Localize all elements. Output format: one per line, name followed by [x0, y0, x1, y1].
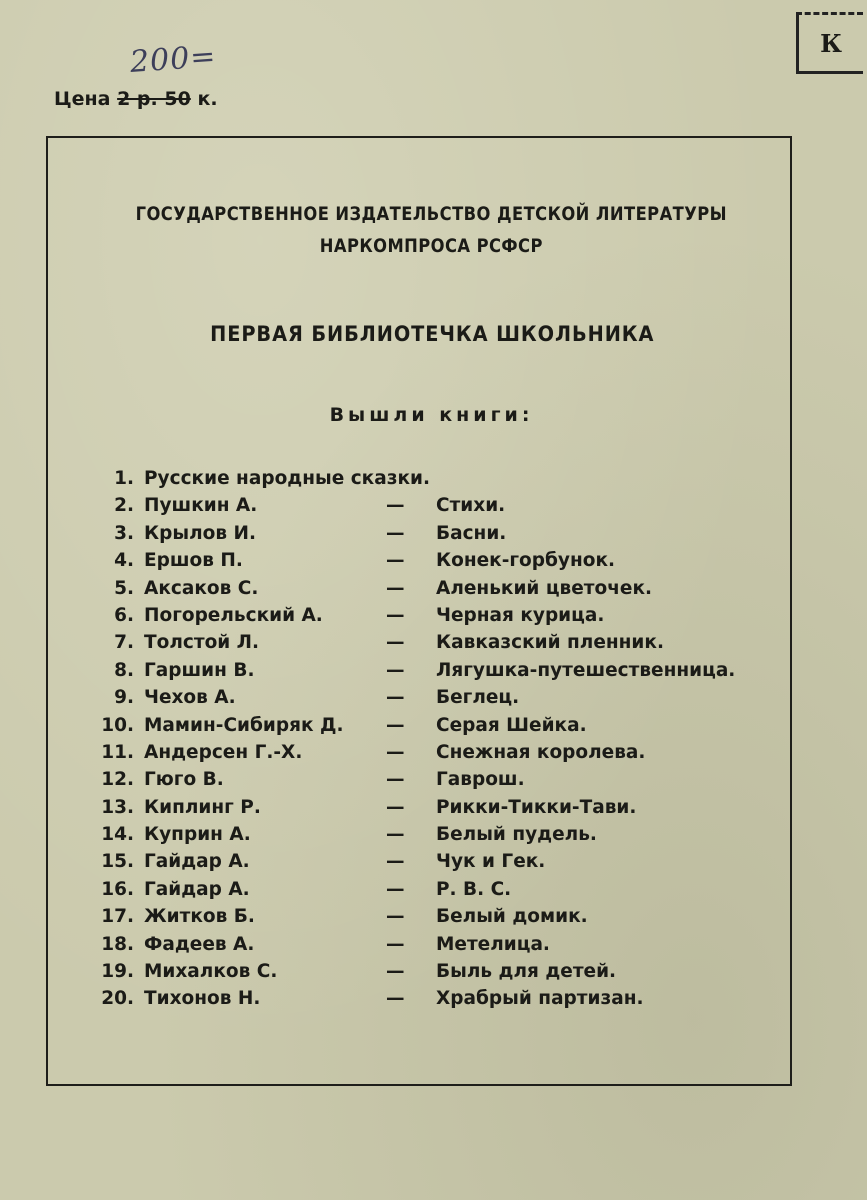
book-title: Чук и Гек.	[436, 851, 546, 873]
book-title: Басни.	[436, 522, 507, 544]
book-author: Михалков С.	[144, 961, 278, 983]
book-list-item	[100, 657, 780, 684]
book-dash: —	[386, 796, 405, 818]
book-number: 19.	[101, 961, 134, 983]
book-list-item	[100, 985, 780, 1012]
book-title: Белый домик.	[436, 906, 588, 928]
book-number: 4.	[114, 550, 134, 572]
book-title: Конек-горбунок.	[436, 550, 616, 572]
book-list-item	[100, 958, 780, 985]
book-dash: —	[386, 604, 405, 626]
book-author: Андерсен Г.-Х.	[144, 741, 303, 763]
book-author: Погорельский А.	[144, 604, 323, 626]
book-list-item	[100, 629, 780, 656]
book-dash: —	[386, 878, 405, 900]
library-stamp-letter: К	[820, 28, 842, 58]
price-unit: к.	[197, 88, 218, 110]
book-number: 1.	[114, 468, 134, 489]
book-title: Гаврош.	[436, 769, 525, 791]
series-title: ПЕРВАЯ БИБЛИОТЕЧКА ШКОЛЬНИКА	[210, 322, 655, 346]
book-author: Мамин-Сибиряк Д.	[144, 714, 344, 736]
book-list-item	[100, 903, 780, 930]
book-number: 3.	[114, 522, 134, 544]
book-list-item	[100, 492, 780, 519]
book-author: Пушкин А.	[144, 495, 258, 517]
book-dash: —	[386, 632, 405, 654]
book-author: Толстой Л.	[144, 632, 260, 654]
book-list-item	[100, 848, 780, 875]
book-dash: —	[386, 741, 405, 763]
book-list-item	[100, 876, 780, 903]
book-dash: —	[386, 550, 405, 572]
book-dash: —	[386, 687, 405, 709]
book-list-item	[100, 520, 780, 547]
library-stamp	[796, 12, 863, 74]
book-title: Беглец.	[436, 687, 520, 709]
book-list-item	[100, 465, 780, 492]
book-number: 10.	[101, 714, 134, 736]
book-title: Метелица.	[436, 933, 550, 955]
book-dash: —	[386, 714, 405, 736]
book-author: Гюго В.	[144, 769, 224, 791]
book-dash: —	[386, 769, 405, 791]
book-list-item	[100, 766, 780, 793]
book-author: Гайдар А.	[144, 878, 250, 900]
publisher-name	[59, 198, 805, 262]
book-author: Гаршин В.	[144, 659, 255, 681]
book-number: 5.	[114, 577, 134, 599]
book-title: Храбрый партизан.	[436, 988, 644, 1010]
book-number: 20.	[101, 988, 134, 1010]
book-title: Черная курица.	[436, 604, 605, 626]
book-number: 7.	[114, 632, 134, 654]
publisher-line: НАРКОМПРОСА РСФСР	[319, 235, 543, 257]
book-dash: —	[386, 522, 405, 544]
book-dash: —	[386, 961, 405, 983]
book-list-item	[100, 739, 780, 766]
book-title: Аленький цветочек.	[436, 577, 653, 599]
book-list-item	[100, 684, 780, 711]
book-dash: —	[386, 988, 405, 1010]
book-dash: —	[386, 577, 405, 599]
book-list-item	[100, 575, 780, 602]
book-number: 13.	[101, 796, 134, 818]
book-author: Ершов П.	[144, 550, 243, 572]
book-title: Р. В. С.	[436, 878, 512, 900]
book-dash: —	[386, 659, 405, 681]
book-author: Тихонов Н.	[144, 988, 261, 1010]
handwritten-price: 200=	[128, 39, 218, 80]
book-number: 6.	[114, 604, 134, 626]
book-author: Крылов И.	[144, 522, 257, 544]
book-list-item	[100, 821, 780, 848]
book-list	[100, 465, 780, 1013]
book-author: Чехов А.	[144, 687, 236, 709]
book-number: 16.	[101, 878, 134, 900]
book-dash: —	[386, 933, 405, 955]
book-title: Снежная королева.	[436, 741, 646, 763]
book-title: Русские народные сказки.	[144, 468, 431, 489]
book-number: 8.	[114, 659, 134, 681]
price-old-value: 2 р. 50	[117, 88, 191, 110]
book-list-item	[100, 931, 780, 958]
book-title: Белый пудель.	[436, 824, 597, 846]
book-title: Рикки-Тикки-Тави.	[436, 796, 637, 818]
book-number: 15.	[101, 851, 134, 873]
price-label: Цена	[54, 88, 111, 110]
book-title: Стихи.	[436, 495, 506, 517]
book-number: 2.	[114, 495, 134, 517]
book-number: 14.	[101, 824, 134, 846]
book-title: Серая Шейка.	[436, 714, 587, 736]
book-author: Фадеев А.	[144, 933, 255, 955]
book-number: 11.	[101, 741, 134, 763]
book-dash: —	[386, 906, 405, 928]
book-number: 18.	[101, 933, 134, 955]
book-author: Гайдар А.	[144, 851, 250, 873]
book-author: Житков Б.	[144, 906, 255, 928]
book-dash: —	[386, 824, 405, 846]
book-title: Быль для детей.	[436, 961, 617, 983]
book-number: 12.	[101, 769, 134, 791]
book-author: Киплинг Р.	[144, 796, 261, 818]
published-books-heading: Вышли книги:	[329, 404, 534, 426]
printed-price	[54, 88, 218, 110]
book-list-item	[100, 794, 780, 821]
book-title: Кавказский пленник.	[436, 632, 664, 654]
publisher-line: ГОСУДАРСТВЕННОЕ ИЗДАТЕЛЬСТВО ДЕТСКОЙ ЛИТЕРАТУРЫ	[135, 203, 728, 225]
book-author: Аксаков С.	[144, 577, 259, 599]
book-list-item	[100, 712, 780, 739]
book-author: Куприн А.	[144, 824, 251, 846]
book-number: 9.	[114, 687, 134, 709]
book-dash: —	[386, 495, 405, 517]
book-title: Лягушка-путешественница.	[436, 659, 736, 681]
book-dash: —	[386, 851, 405, 873]
book-list-item	[100, 602, 780, 629]
book-number: 17.	[101, 906, 134, 928]
book-list-item	[100, 547, 780, 574]
